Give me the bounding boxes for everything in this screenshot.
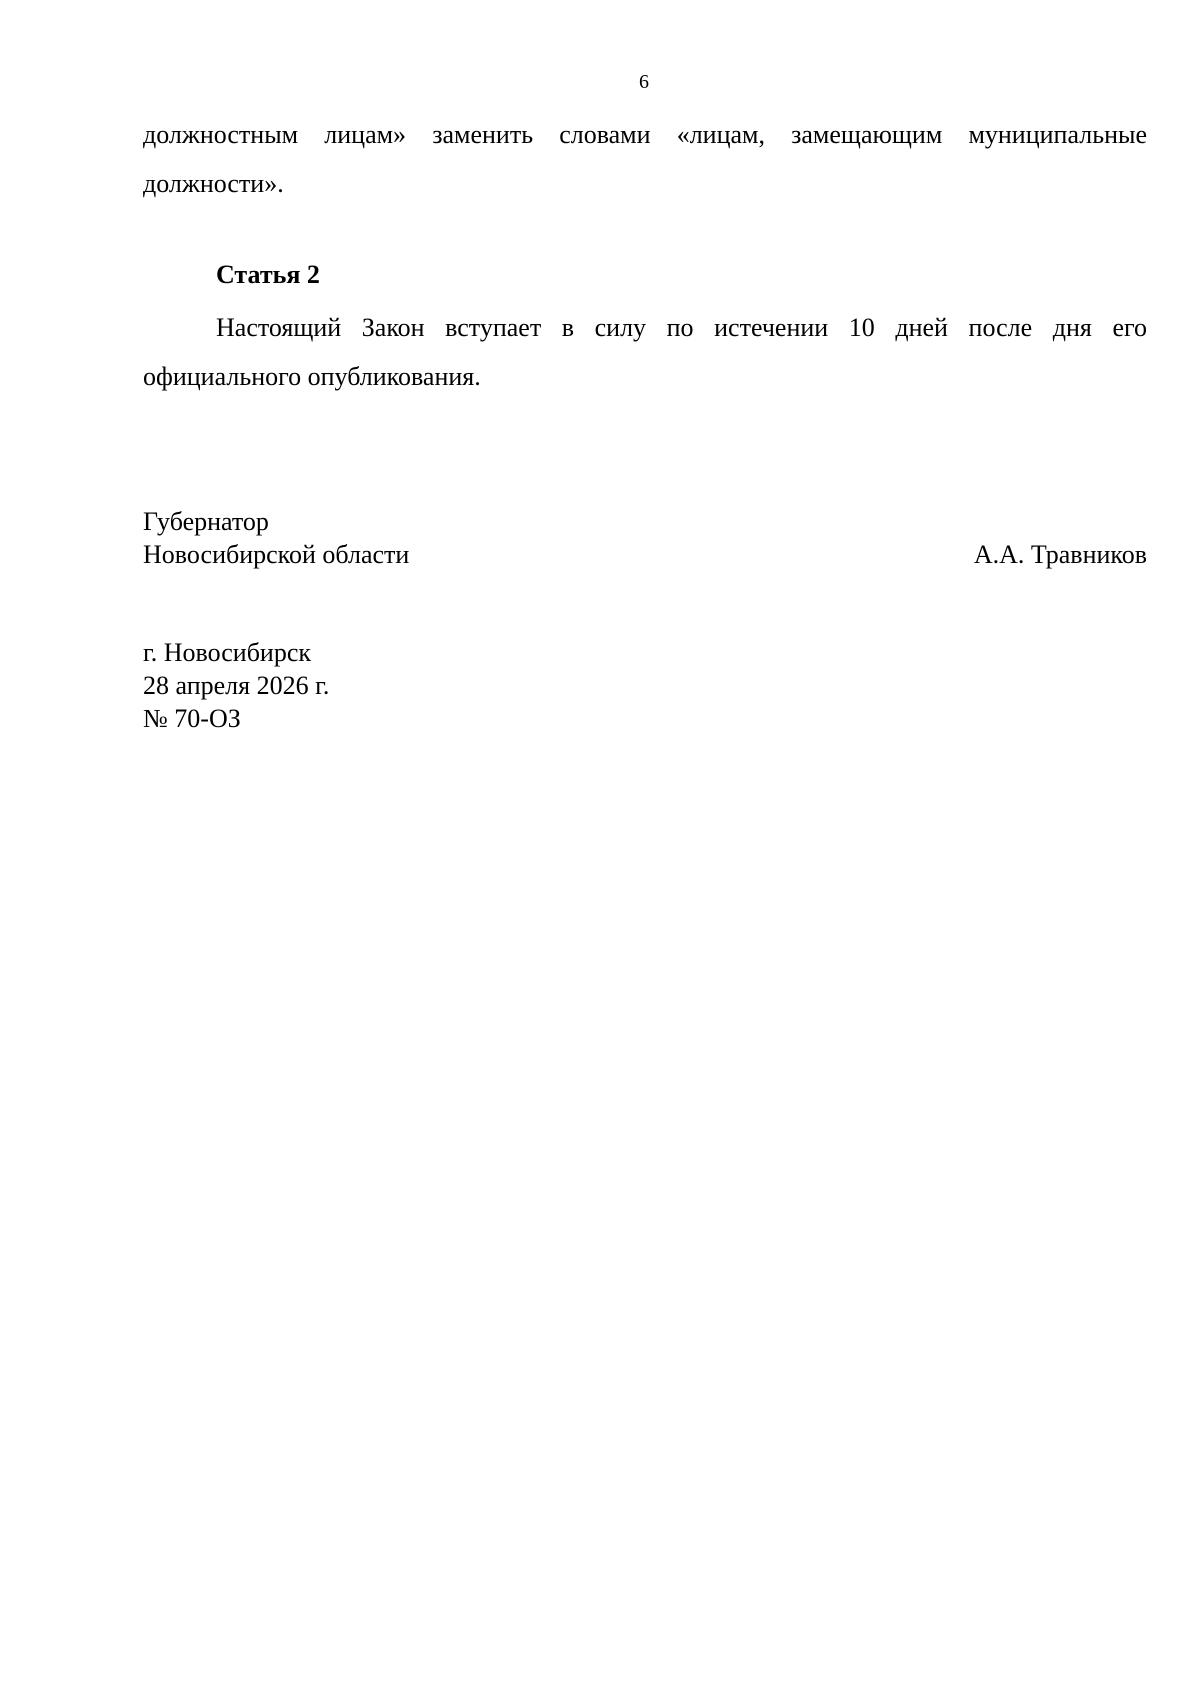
page-number: 6 — [639, 71, 649, 93]
continuation-paragraph: должностным лицам» заменить словами «лицам, замещающим муниципальные должности». — [143, 120, 1147, 198]
signature-position-line2: Новосибирской области — [143, 540, 410, 569]
signature-block — [143, 505, 1147, 571]
place-city: г. Новосибирск — [143, 638, 312, 667]
signatory-name: А.А. Травников — [973, 540, 1147, 569]
place-date-block — [143, 636, 329, 735]
signature-row — [143, 538, 1147, 571]
document-number: № 70-ОЗ — [143, 704, 241, 733]
article-paragraph: Настоящий Закон вступает в силу по истечении 10 дней после дня его официального опубликования. — [143, 313, 1147, 391]
article-heading: Статья 2 — [216, 260, 320, 289]
document-date: 28 апреля 2026 г. — [143, 671, 330, 700]
signature-position-line1: Губернатор — [143, 507, 269, 536]
